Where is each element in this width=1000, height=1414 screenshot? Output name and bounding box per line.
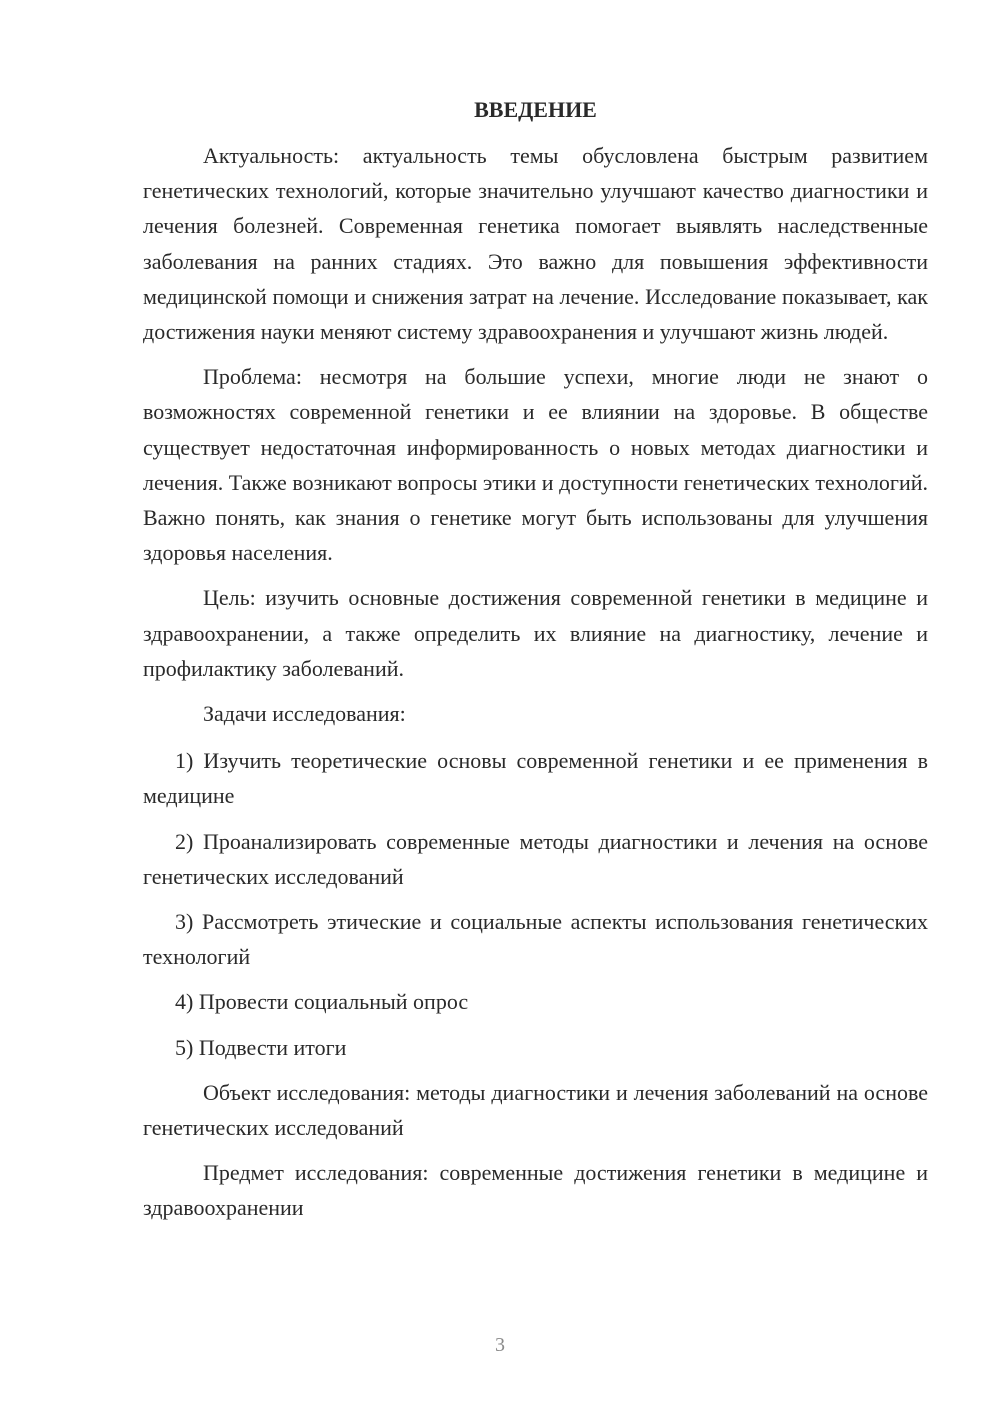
task-item-1: 1) Изучить теоретические основы современной генетики и ее применения в медицине	[143, 748, 928, 809]
paragraph-goal: Цель: изучить основные достижения современной генетики в медицине и здравоохранении, а также определить их влияние на диагностику, лечение и профилактику заболеваний.	[143, 585, 928, 681]
task-item-3: 3) Рассмотреть этические и социальные аспекты использования генетических технологий	[143, 909, 928, 970]
page-number: 3	[495, 1334, 505, 1356]
paragraph-object: Объект исследования: методы диагностики и лечения заболеваний на основе генетических исследований	[143, 1079, 928, 1141]
paragraph-subject: Предмет исследования: современные достижения генетики в медицине и здравоохранении	[143, 1160, 928, 1221]
task-item-5: 5) Подвести итоги	[175, 1034, 347, 1060]
task-item-4: 4) Провести социальный опрос	[175, 989, 469, 1015]
page-content	[143, 94, 928, 1236]
paragraph-relevance: Актуальность: актуальность темы обусловлена быстрым развитием генетических технологий, которые значительно улучшают качество диагностики и лечения болезней. Современная генетика помогает выявлять наследственные заболевания на ранних стадиях. Это важно для повышения эффективности медицинской помощи и снижения затрат на лечение. Исследование показывает, как достижения науки меняют систему здравоохранения и улучшают жизнь людей.	[143, 143, 928, 345]
paragraph-problem: Проблема: несмотря на большие успехи, многие люди не знают о возможностях современной генетики и ее влиянии на здоровье. В обществе существует недостаточная информированность о новых методах диагностики и лечения. Также возникают вопросы этики и доступности генетических технологий. Важно понять, как знания о генетике могут быть использованы для улучшения здоровья населения.	[143, 364, 928, 566]
task-item-2: 2) Проанализировать современные методы диагностики и лечения на основе генетических исследований	[143, 828, 928, 889]
tasks-heading: Задачи исследования:	[203, 701, 406, 727]
page-title: ВВЕДЕНИЕ	[474, 97, 597, 122]
